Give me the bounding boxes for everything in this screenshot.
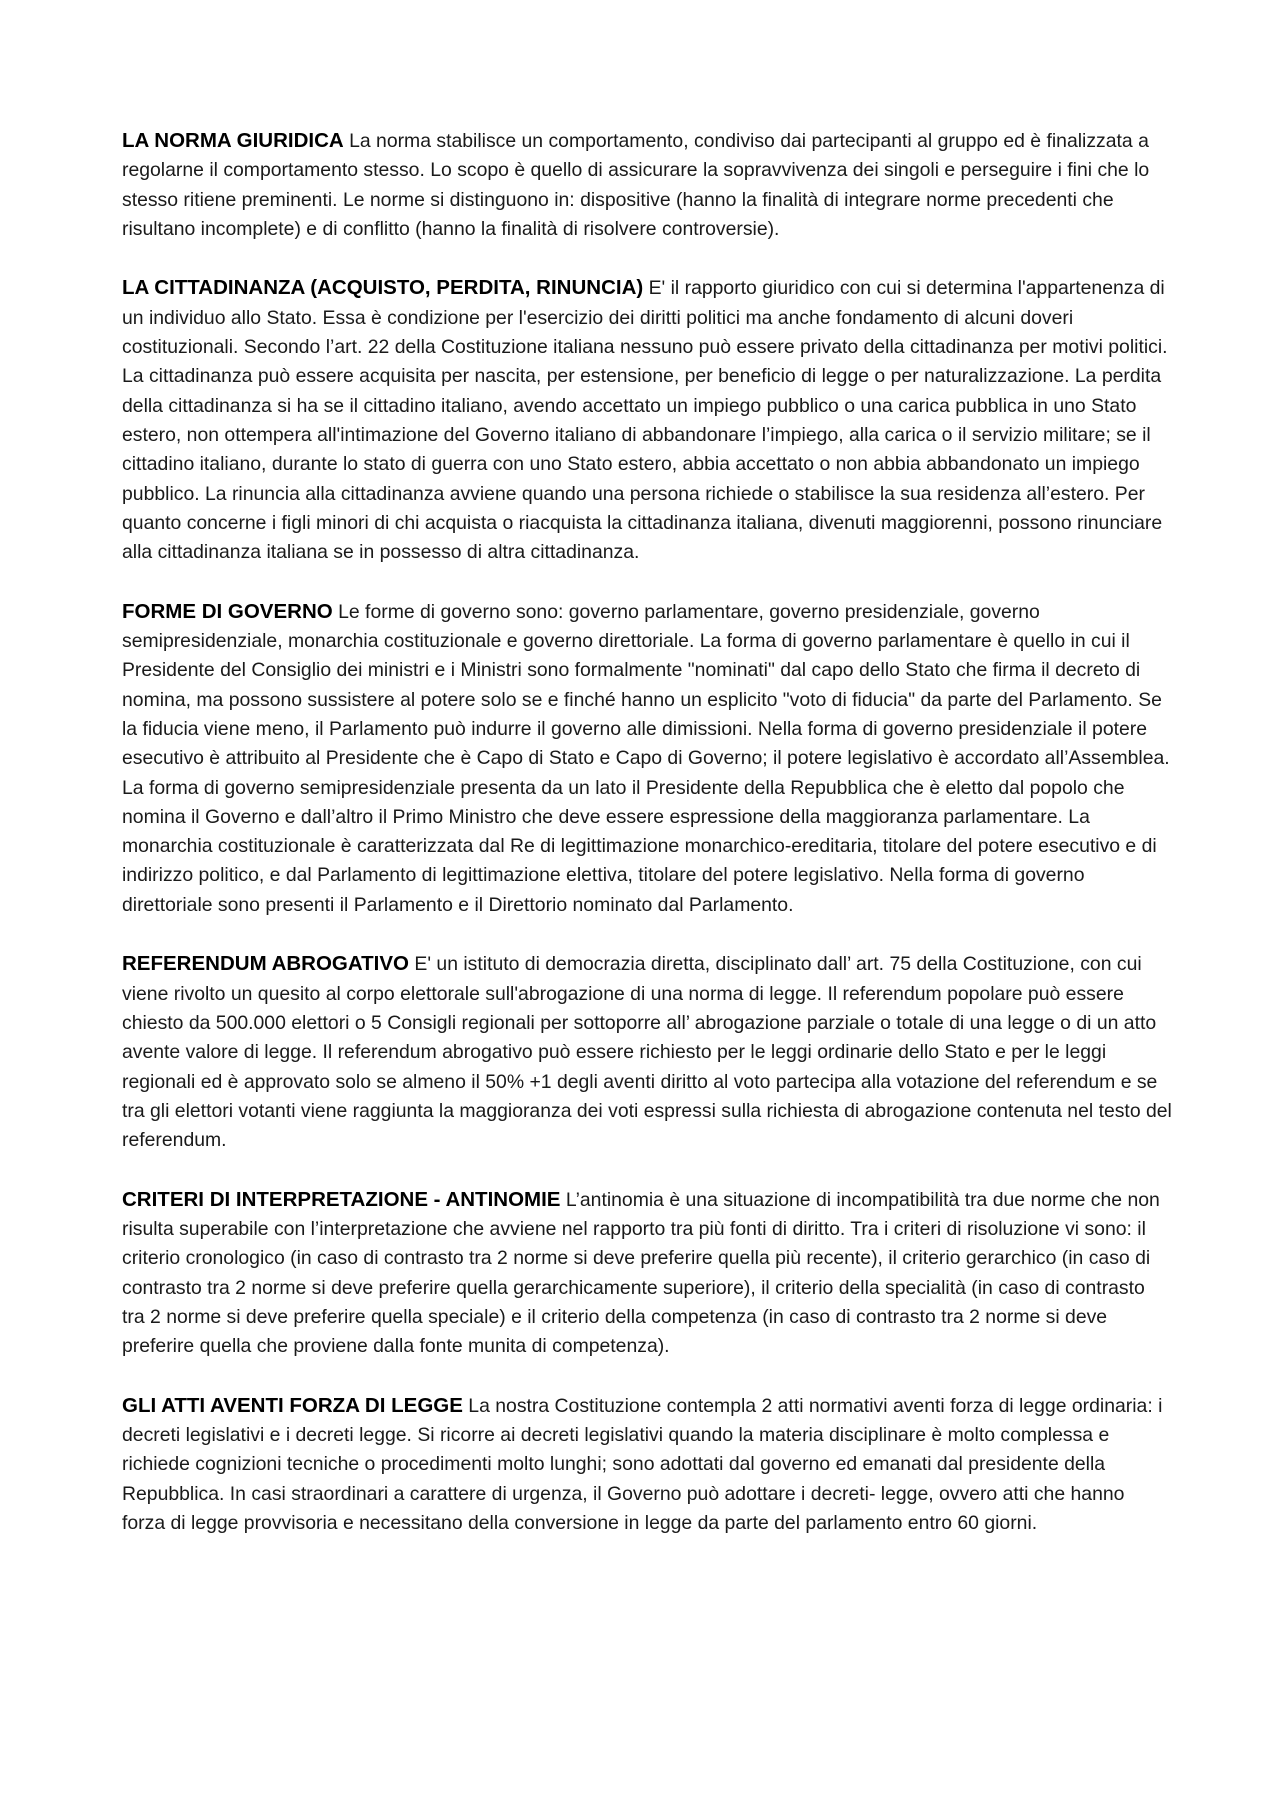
section-heading: GLI ATTI AVENTI FORZA DI LEGGE (122, 1393, 463, 1417)
section-norma-giuridica (122, 126, 1172, 244)
section-text: Le forme di governo sono: governo parlamentare, governo presidenziale, governo semipresidenziale, monarchia costituzionale e governo direttoriale. La forma di governo parlamentare è quello in cui il Presidente del Consiglio dei ministri e i Ministri sono formalmente "nominati" dal capo dello Stato che firma il decreto di nomina, ma possono sussistere al potere solo se e finché hanno un esplicito "voto di fiducia" da parte del Parlamento. Se la fiducia viene meno, il Parlamento può indurre il governo alle dimissioni. Nella forma di governo presidenziale il potere esecutivo è attribuito al Presidente che è Capo di Stato e Capo di Governo; il potere legislativo è accordato all’Assemblea. La forma di governo semipresidenziale presenta da un lato il Presidente della Repubblica che è eletto dal popolo che nomina il Governo e dall’altro il Primo Ministro che deve essere espressione della maggioranza parlamentare. La monarchia costituzionale è caratterizzata dal Re di legittimazione monarchico-ereditaria, titolare del potere esecutivo e di indirizzo politico, e dal Parlamento di legittimazione elettiva, titolare del potere legislativo. Nella forma di governo direttoriale sono presenti il Parlamento e il Direttorio nominato dal Parlamento. (122, 600, 1170, 916)
document-page (122, 126, 1172, 1568)
section-heading: FORME DI GOVERNO (122, 599, 333, 623)
section-criteri-interpretazione (122, 1185, 1172, 1362)
section-heading: CRITERI DI INTERPRETAZIONE - ANTINOMIE (122, 1187, 561, 1211)
section-referendum-abrogativo (122, 949, 1172, 1155)
section-text: La norma stabilisce un comportamento, condiviso dai partecipanti al gruppo ed è finalizzata a regolarne il comportamento stesso. Lo scopo è quello di assicurare la sopravvivenza dei singoli e perseguire i fini che lo stesso ritiene preminenti. Le norme si distinguono in: dispositive (hanno la finalità di integrare norme precedenti che risultano incomplete) e di conflitto (hanno la finalità di risolvere controversie). (122, 130, 1150, 240)
section-atti-forza-di-legge (122, 1391, 1172, 1538)
section-heading: LA NORMA GIURIDICA (122, 129, 344, 152)
section-text: L’antinomia è una situazione di incompatibilità tra due norme che non risulta superabile con l’interpretazione che avviene nel rapporto tra più fonti di diritto. Tra i criteri di risoluzione vi sono: il criterio cronologico (in caso di contrasto tra 2 norme si deve preferire quella più recente), il criterio gerarchico (in caso di contrasto tra 2 norme si deve preferire quella gerarchicamente superiore), il criterio della specialità (in caso di contrasto tra 2 norme si deve preferire quella speciale) e il criterio della competenza (in caso di contrasto tra 2 norme si deve preferire quella che proviene dalla fonte munita di competenza). (122, 1188, 1160, 1358)
section-text: E' il rapporto giuridico con cui si determina l'appartenenza di un individuo allo Stato. Essa è condizione per l'esercizio dei diritti politici ma anche fondamento di alcuni doveri costituzionali. Secondo l’art. 22 della Costituzione italiana nessuno può essere privato della cittadinanza per motivi politici. La cittadinanza può essere acquisita per nascita, per estensione, per beneficio di legge o per naturalizzazione. La perdita della cittadinanza si ha se il cittadino italiano, avendo accettato un impiego pubblico o una carica pubblica in uno Stato estero, non ottempera all'intimazione del Governo italiano di abbandonare l’impiego, alla carica o il servizio militare; se il cittadino italiano, durante lo stato di guerra con uno Stato estero, abbia accettato o non abbia abbandonato un impiego pubblico. La rinuncia alla cittadinanza avviene quando una persona richiede o stabilisce la sua residenza all’estero. Per quanto concerne i figli minori di chi acquista o riacquista la cittadinanza italiana, divenuti maggiorenni, possono rinunciare alla cittadinanza italiana se in possesso di altra cittadinanza. (122, 277, 1168, 564)
section-cittadinanza (122, 273, 1172, 567)
section-heading: LA CITTADINANZA (ACQUISTO, PERDITA, RINUNCIA) (122, 276, 644, 300)
section-forme-di-governo (122, 597, 1172, 920)
section-text: E' un istituto di democrazia diretta, disciplinato dall’ art. 75 della Costituzione, con cui viene rivolto un quesito al corpo elettorale sull'abrogazione di una norma di legge. Il referendum popolare può essere chiesto da 500.000 elettori o 5 Consigli regionali per sottoporre all’ abrogazione parziale o totale di una legge o di un atto avente valore di legge. Il referendum abrogativo può essere richiesto per le leggi ordinarie dello Stato e per le leggi regionali ed è approvato solo se almeno il 50% +1 degli aventi diritto al voto partecipa alla votazione del referendum e se tra gli elettori votanti viene raggiunta la maggioranza dei voti espressi sulla richiesta di abrogazione contenuta nel testo del referendum. (122, 953, 1172, 1152)
section-text: La nostra Costituzione contempla 2 atti normativi aventi forza di legge ordinaria: i decreti legislativi e i decreti legge. Si ricorre ai decreti legislativi quando la materia disciplinare è molto complessa e richiede cognizioni tecniche o procedimenti molto lunghi; sono adottati dal governo ed emanati dal presidente della Repubblica. In casi straordinari a carattere di urgenza, il Governo può adottare i decreti- legge, ovvero atti che hanno forza di legge provvisoria e necessitano della conversione in legge da parte del parlamento entro 60 giorni. (122, 1394, 1163, 1534)
section-heading: REFERENDUM ABROGATIVO (122, 952, 409, 976)
